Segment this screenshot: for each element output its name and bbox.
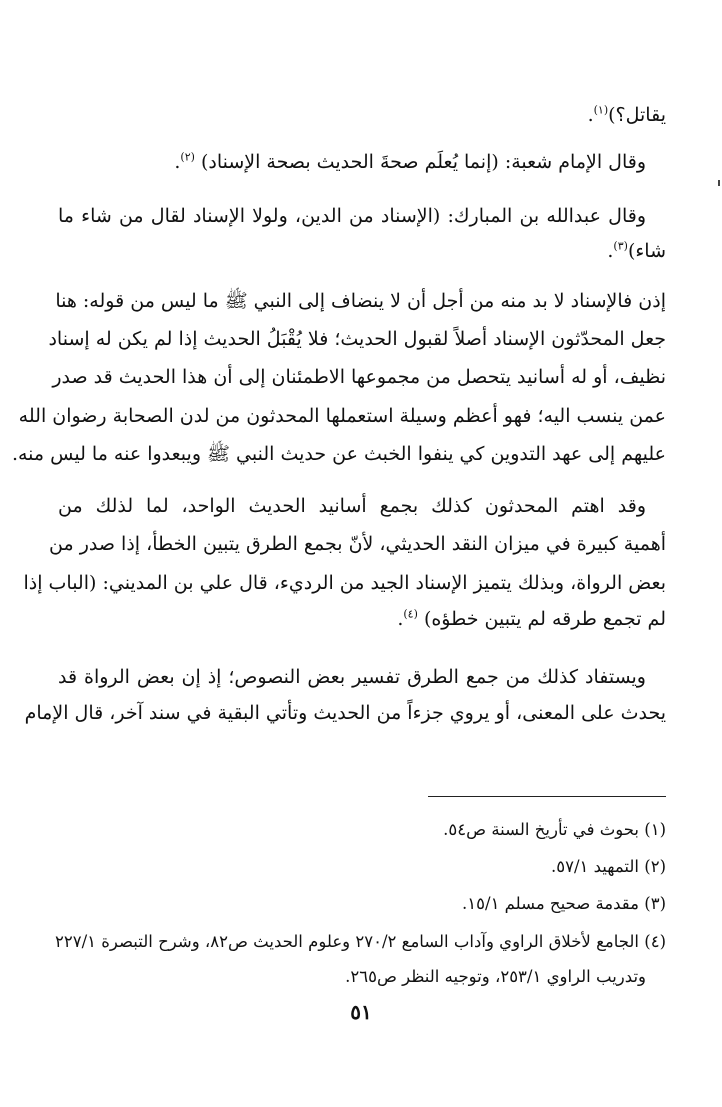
footnote: (٣) مقدمة صحيح مسلم ١٥/١. bbox=[462, 894, 666, 913]
body-line: أهمية كبيرة في ميزان النقد الحديثي، لأنّ بجمع الطرق يتبين الخطأ، إذا صدر من bbox=[49, 533, 666, 555]
footnote: وتدريب الراوي ٢٥٣/١، وتوجيه النظر ص٢٦٥. bbox=[345, 967, 646, 986]
footnote: (١) بحوث في تأريخ السنة ص٥٤. bbox=[443, 820, 666, 839]
body-line: ويستفاد كذلك من جمع الطرق تفسير بعض النصوص؛ إذ إن بعض الرواة قد bbox=[58, 666, 646, 688]
body-line: وقد اهتم المحدثون كذلك بجمع أسانيد الحديث الواحد، لما لذلك من bbox=[58, 495, 646, 517]
footnote: (٢) التمهيد ٥٧/١. bbox=[550, 857, 666, 876]
body-line: بعض الرواة، وبذلك يتميز الإسناد الجيد من الرديء، قال علي بن المديني: (الباب إذا bbox=[23, 572, 666, 594]
page-number: ٥١ bbox=[350, 1000, 372, 1024]
footnote-ref: (٣) bbox=[613, 239, 628, 253]
footnote-ref: (١) bbox=[593, 103, 609, 117]
footnote-ref: (٤) bbox=[403, 607, 418, 621]
body-line: وقال عبدالله بن المبارك: (الإسناد من الدين، ولولا الإسناد لقال من شاء ما bbox=[58, 205, 646, 227]
body-line: إذن فالإسناد لا بد منه من أجل أن لا ينضاف إلى النبي ﷺ ما ليس من قوله: هنا bbox=[55, 290, 666, 312]
body-line: يقاتل؟)$^{(١)}$. bbox=[587, 103, 666, 126]
footnote-divider bbox=[428, 796, 666, 797]
footnote-ref: (٢) bbox=[180, 150, 195, 164]
body-line: يحدث على المعنى، أو يروي جزءاً من الحديث وتأتي البقية في سند آخر، قال الإمام bbox=[24, 702, 666, 724]
scan-mark bbox=[718, 180, 720, 186]
body-line: عليهم إلى عهد التدوين كي ينفوا الخبث عن حديث النبي ﷺ ويبعدوا عنه ما ليس منه. bbox=[11, 443, 666, 465]
footnote: (٤) الجامع لأخلاق الراوي وآداب السامع ٢٧٠/٢ وعلوم الحديث ص٨٢، وشرح التبصرة ٢٢٧/١ bbox=[54, 932, 666, 951]
body-line: جعل المحدّثون الإسناد أصلاً لقبول الحديث؛ فلا يُقْبَلُ الحديث إذا لم يكن له إسناد bbox=[48, 328, 666, 350]
body-line: نظيف، أو له أسانيد يتحصل من مجموعها الاطمئنان إلى أن هذا الحديث قد صدر bbox=[52, 366, 666, 388]
body-line: وقال الإمام شعبة: (إنما يُعلَم صحةَ الحديث بصحة الإسناد) $^{(٢)}$. bbox=[174, 150, 646, 173]
body-line: لم تجمع طرقه لم يتبين خطؤه) $^{(٤)}$. bbox=[397, 607, 666, 630]
body-line: شاء)$^{(٣)}$. bbox=[607, 239, 666, 262]
body-line: عمن ينسب اليه؛ فهو أعظم وسيلة استعملها المحدثون من لدن الصحابة رضوان الله bbox=[18, 405, 666, 427]
